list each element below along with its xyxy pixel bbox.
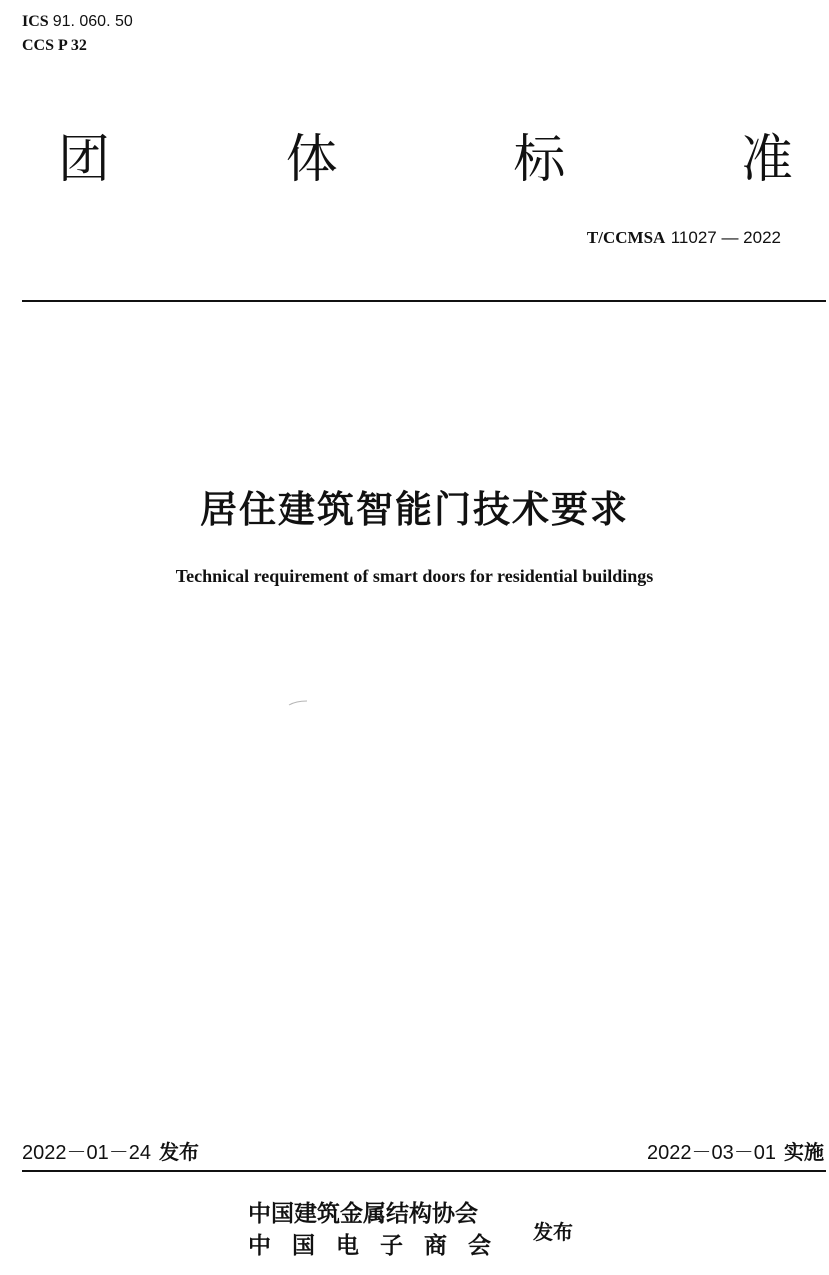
scan-mark: [288, 700, 308, 706]
ics-label: ICS: [22, 13, 49, 30]
standard-type-banner: [58, 128, 793, 192]
ccs-value: P 32: [58, 37, 87, 54]
publishers-block: [248, 1198, 512, 1262]
banner-char: 团: [58, 130, 111, 190]
ics-value: 91. 060. 50: [52, 13, 133, 30]
top-divider: [22, 300, 826, 302]
release-label: 发布: [158, 1140, 199, 1164]
classification-codes: [22, 10, 133, 58]
standard-number-prefix: T/CCMSA: [586, 228, 666, 247]
banner-char: 体: [285, 130, 338, 190]
standard-number-value: 11027 — 2022: [670, 228, 781, 247]
title-english: Technical requirement of smart doors for residential buildings: [175, 566, 654, 586]
release-date-line: [22, 1138, 199, 1167]
publisher-organization: 中国电子商会: [248, 1233, 512, 1259]
effective-date-line: [647, 1138, 824, 1167]
bottom-divider: [22, 1170, 826, 1172]
ccs-label: CCS: [22, 37, 55, 54]
effective-date: 2022－03－01: [647, 1142, 776, 1164]
release-date: 2022－01－24: [22, 1142, 151, 1164]
title-chinese: 居住建筑智能门技术要求: [200, 488, 629, 531]
publisher-organization: 中国建筑金属结构协会: [248, 1201, 478, 1227]
ccs-code: [22, 34, 133, 58]
effective-label: 实施: [784, 1140, 824, 1164]
standard-number: [587, 228, 781, 248]
banner-char: 准: [740, 130, 793, 190]
banner-char: 标: [513, 130, 566, 190]
ics-code: [22, 10, 133, 34]
publishers-label: 发布: [533, 1220, 573, 1244]
